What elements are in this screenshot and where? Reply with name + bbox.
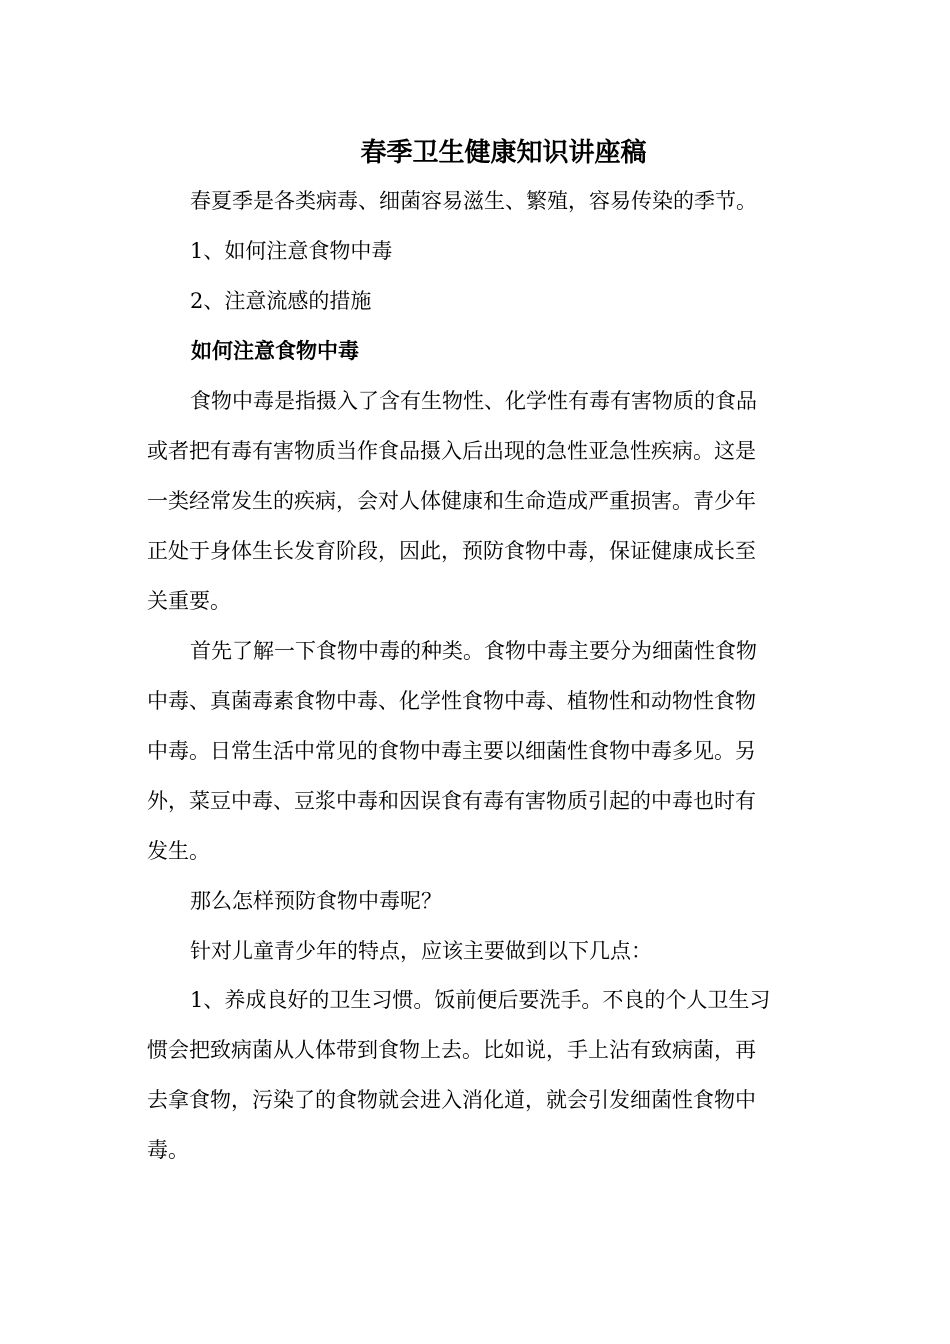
- paragraph2-line-3: 中毒。日常生活中常见的食物中毒主要以细菌性食物中毒多见。另: [147, 739, 756, 763]
- question-line: 那么怎样预防食物中毒呢？: [190, 889, 442, 913]
- intro-paragraph: 春夏季是各类病毒、细菌容易滋生、繁殖，容易传染的季节。: [190, 189, 757, 213]
- point1-line-1: 1、养成良好的卫生习惯。饭前便后要洗手。不良的个人卫生习: [190, 988, 771, 1012]
- paragraph2-line-2: 中毒、真菌毒素食物中毒、化学性食物中毒、植物性和动物性食物: [147, 689, 756, 713]
- section-heading: 如何注意食物中毒: [191, 338, 359, 363]
- paragraph2-line-1: 首先了解一下食物中毒的种类。食物中毒主要分为细菌性食物: [190, 639, 757, 663]
- paragraph1-line-2: 或者把有毒有害物质当作食品摄入后出现的急性亚急性疾病。这是: [147, 439, 756, 463]
- paragraph1-line-4: 正处于身体生长发育阶段，因此，预防食物中毒，保证健康成长至: [147, 539, 756, 563]
- point1-line-2: 惯会把致病菌从人体带到食物上去。比如说，手上沾有致病菌，再: [147, 1038, 756, 1062]
- paragraph2-line-4: 外，菜豆中毒、豆浆中毒和因误食有毒有害物质引起的中毒也时有: [147, 789, 756, 813]
- paragraph2-line-5: 发生。: [147, 839, 210, 863]
- point1-line-3: 去拿食物，污染了的食物就会进入消化道，就会引发细菌性食物中: [147, 1088, 756, 1112]
- paragraph1-line-1: 食物中毒是指摄入了含有生物性、化学性有毒有害物质的食品: [190, 389, 757, 413]
- outline-item-2: 2、注意流感的措施: [190, 289, 372, 313]
- paragraph1-line-5: 关重要。: [147, 589, 231, 613]
- outline-item-1: 1、如何注意食物中毒: [190, 239, 393, 263]
- point1-line-4: 毒。: [147, 1138, 189, 1162]
- document-title: 春季卫生健康知识讲座稿: [360, 138, 647, 168]
- lead-in-line: 针对儿童青少年的特点，应该主要做到以下几点：: [190, 939, 652, 963]
- paragraph1-line-3: 一类经常发生的疾病，会对人体健康和生命造成严重损害。青少年: [147, 489, 756, 513]
